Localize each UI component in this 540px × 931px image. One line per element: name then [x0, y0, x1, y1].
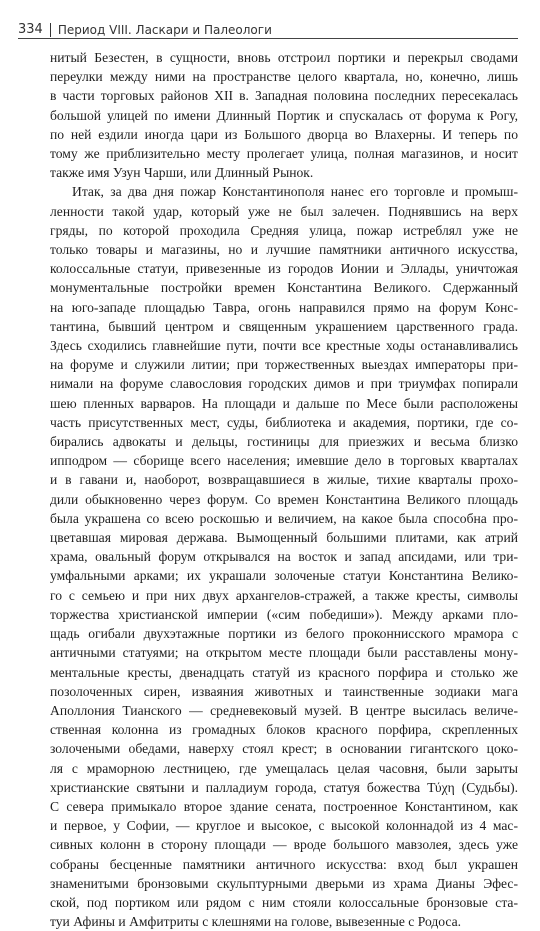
text-line: на форуме и служили литии; при торжественных выездах императоры при-: [50, 357, 518, 373]
text-line: го с семьею и при них двух архангелов-стражей, а также кресты, символы: [50, 587, 518, 603]
text-line: сивных колонн в сторону площади — вроде большого мавзолея, здесь уже: [50, 837, 518, 853]
text-line: ментальные кресты, двенадцать статуй из красного порфира и столько же: [50, 664, 518, 680]
text-line: шею пленных варваров. На площади и дальше по Месе были расположены: [50, 395, 518, 411]
text-line: часть присутственных мест, суды, библиотека и академия, портики, где со-: [50, 414, 518, 430]
text-line: собраны бесценные памятники античного искусства: вход был украшен: [50, 856, 518, 872]
text-line: торжества христианской империи («сим победиши»). Между арками пло-: [50, 606, 518, 622]
header-separator: [50, 23, 51, 37]
text-line: монументальные постройки времен Константина Великого. Сдержанный: [50, 280, 518, 296]
text-line: в части торговых районов XII в. Западная половина последних пересекалась: [50, 88, 518, 104]
text-line: щадь огибали двухэтажные портики из белого проконнисского мрамора с: [50, 626, 518, 642]
text-line: переулки между ними на пространстве целого квартала, но, конечно, лишь: [50, 69, 518, 85]
page-number: 334: [18, 22, 43, 37]
text-line: колоссальные статуи, привезенные из городов Ионии и Эллады, уничтожая: [50, 261, 518, 277]
text-line: гряды, по которой проходила Средняя улица, пожар истреблял уже не: [50, 222, 518, 238]
text-line: тому же приблизительно месту пролегает улица, полная магазинов, и носит: [50, 146, 518, 162]
running-title: Период VIII. Ласкари и Палеологи: [57, 22, 272, 37]
text-line: ипподром — сборище всего населения; имевшие дело в торговых кварталах: [50, 453, 518, 469]
text-line: цветавшая мировая держава. Вымощенный большими плитами, как атрий: [50, 530, 518, 546]
text-line: знаменитыми бронзовыми скульптурными дверьми из храма Дианы Эфес-: [50, 875, 518, 891]
text-line: и первое, у Софии, — круглое и высокое, с высокой колоннадой из 4 мас-: [50, 818, 518, 834]
text-line: золочеными обедами, наверху стоял крест; в основании гигантского цоко-: [50, 741, 518, 757]
text-line: ля с мраморною лестницею, где умещалась целая часовня, были зарыты: [50, 760, 518, 776]
text-line: туи Афины и Амфитриты с клешнями на голове, вывезенные с Родоса.: [50, 914, 462, 930]
body-text: [50, 48, 518, 931]
text-line: и в гавани и, наоборот, возвращавшиеся в жилые, тихие кварталы прохо-: [50, 472, 518, 488]
running-header: [18, 22, 272, 37]
text-line: бирались адвокаты и дельцы, гостиницы для приезжих и весьма близко: [50, 434, 518, 450]
text-line: ленности такой удар, который уже не был залечен. Поднявшись на верх: [50, 203, 518, 219]
text-line: античными статуями; на открытом месте площади были расставлены мону-: [50, 645, 518, 661]
text-line: ской, под портиком или рядом с ним стояли колоссальные бронзовые ста-: [50, 894, 518, 910]
text-line: дили обыкновенно через форум. Со времен Константина Великого площадь: [50, 491, 518, 507]
text-line: нимали на форуме славословия городских димов и при триумфах попирали: [50, 376, 518, 392]
text-line: позолоченных сирен, изваяния животных и таинственные зодиаки мага: [50, 683, 518, 699]
text-line: С севера примыкало второе здание сената, построенное Константином, как: [50, 798, 518, 814]
text-line: была украшена со всею роскошью и величием, на какое была способна про-: [50, 510, 518, 526]
text-line: Аполлония Тианского — средневековый музей. В центре высилась величе-: [50, 702, 518, 718]
text-line: нитый Безестен, в сущности, вновь отстроил портики и перекрыл сводами: [50, 50, 518, 65]
text-line: умфальными арками; их украшали золоченые статуи Константина Велико-: [50, 568, 518, 584]
text-line: на юго-западе площадью Тавра, огонь направился прямо на форум Конс-: [50, 299, 518, 315]
text-line: Здесь сходились главнейшие пути, почти все крестные ходы останавливались: [50, 338, 518, 354]
text-line: Итак, за два дня пожар Константинополя нанес его торговле и промыш-: [72, 184, 518, 200]
text-line: тантина, бывший центром и священным украшением царственного града.: [50, 318, 518, 334]
text-line: по ней ездили иногда цари из Большого дворца во Влахерны. И теперь по: [50, 126, 518, 142]
text-line: также имя Узун Чарши, или Длинный Рынок.: [50, 165, 314, 181]
text-line: христианские святыни и палладиум города, статуя божества Τύχη (Судьбы).: [50, 779, 518, 795]
text-line: ственная колонна из громадных блоков красного порфира, скрепленных: [50, 722, 518, 738]
text-line: большой улицей по имени Длинный Портик и спускалась от форума к Рогу,: [50, 107, 518, 123]
text-line: храма, овальный форум открывался на восток и запад апсидами, или три-: [50, 549, 518, 565]
text-line: только товары и магазины, но и лучшие памятники античного искусства,: [50, 242, 518, 258]
header-rule: [18, 38, 518, 39]
